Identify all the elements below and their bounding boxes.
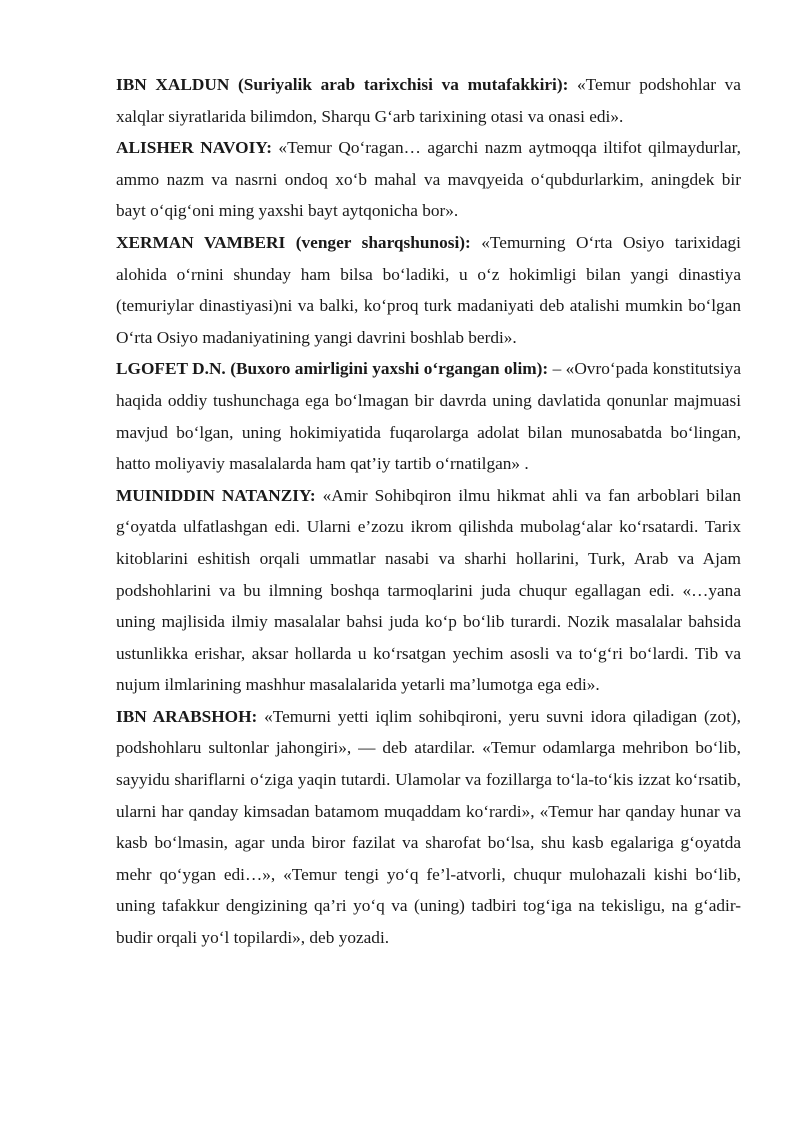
quote-author: ALISHER NAVOIY: (116, 138, 272, 158)
quote-author: LGOFET D.N. (Buxoro amirligini yaxshi o‘rgangan olim): (116, 359, 549, 379)
quote-paragraph (116, 353, 741, 479)
quote-paragraph (116, 480, 741, 701)
quote-author: XERMAN VAMBERI (venger sharqshunosi): (116, 232, 471, 252)
quote-text: – «Ovro‘pada konstitutsiya haqida oddiy tushunchaga ega bo‘lmagan bir davrda uning davlatida qonunlar majmuasi mavjud bo‘lgan, uning hokimiyatida fuqarolarga adolat bilan munosabatda bo‘lingan, hatto moliyaviy masalalarda ham qat’iy tartib o‘rnatilgan» . (116, 359, 741, 474)
quote-paragraph (116, 132, 741, 227)
quote-author: IBN ARABSHOH: (116, 706, 258, 726)
quote-paragraph (116, 69, 741, 132)
quote-text: «Temur podshohlar va xalqlar siyratlarida bilimdon, Sharqu G‘arb tarixining otasi va onasi edi». (116, 75, 741, 126)
quote-author: MUINIDDIN NATANZIY: (116, 485, 316, 505)
quote-text: «Temur Qo‘ragan… agarchi nazm aytmoqqa iltifot qilmaydurlar, ammo nazm va nasrni ondoq xo‘b mahal va mavqyeida o‘qubdurlarkim, aningdek bir bayt o‘qig‘oni ming yaxshi bayt aytqonicha bor». (116, 138, 741, 221)
quote-paragraph (116, 227, 741, 353)
quote-text: «Amir Sohibqiron ilmu hikmat ahli va fan arboblari bilan g‘oyatda ulfatlashgan edi. Ularni e’zozu ikrom qilishda mubolag‘alar ko‘rsatardi. Tarix kitoblarini eshitish orqali ummatlar nasabi va sharhi hollarini, Turk, Arab va Ajam podshohlarini va bu ilmning boshqa tarmoqlarini juda chuqur egallagan edi. «…yana uning majlisida ilmiy masalalar bahsi juda ko‘p bo‘lib turardi. Nozik masalalar bahsida ustunlikka erishar, aksar hollarda u ko‘rsatgan yechim asosli va to‘g‘ri bo‘lardi. Tib va nujum ilmlarining mashhur masalalarida yetarli ma’lumotga ega edi». (116, 485, 741, 695)
quote-text: «Temurni yetti iqlim sohibqironi, yeru suvni idora qiladigan (zot), podshohlaru sultonlar jahongiri», — deb atardilar. «Temur odamlarga mehribon bo‘lib, sayyidu shariflarni o‘ziga yaqin tutardi. Ulamolar va fozillarga to‘la-to‘kis izzat ko‘rsatib, ularni har qanday kimsadan batamom muqaddam ko‘rardi», «Temur har qanday hunar va kasb bo‘lmasin, agar unda biror fazilat va sharofat bo‘lsa, shu kasb egalariga g‘oyatda mehr qo‘ygan edi…», «Temur tengi yo‘q fe’l-atvorli, chuqur mulohazali kishi bo‘lib, uning tafakkur dengizining qa’ri yo‘q va (uning) tadbiri tog‘iga na tekisligu, na g‘adir-budir orqali yo‘l topilardi», deb yozadi. (116, 706, 741, 948)
quotes-body (116, 69, 741, 954)
quote-text: «Temurning O‘rta Osiyo tarixidagi alohida o‘rnini shunday ham bilsa bo‘ladiki, u o‘z hokimligi bilan yangi dinastiya (temuriylar dinastiyasi)ni va balki, ko‘proq turk madaniyati deb atalishi mumkin bo‘lgan O‘rta Osiyo madaniyatining yangi davrini boshlab berdi». (116, 232, 741, 347)
quote-author: IBN XALDUN (Suriyalik arab tarixchisi va mutafakkiri): (116, 75, 569, 94)
quote-paragraph (116, 701, 741, 954)
